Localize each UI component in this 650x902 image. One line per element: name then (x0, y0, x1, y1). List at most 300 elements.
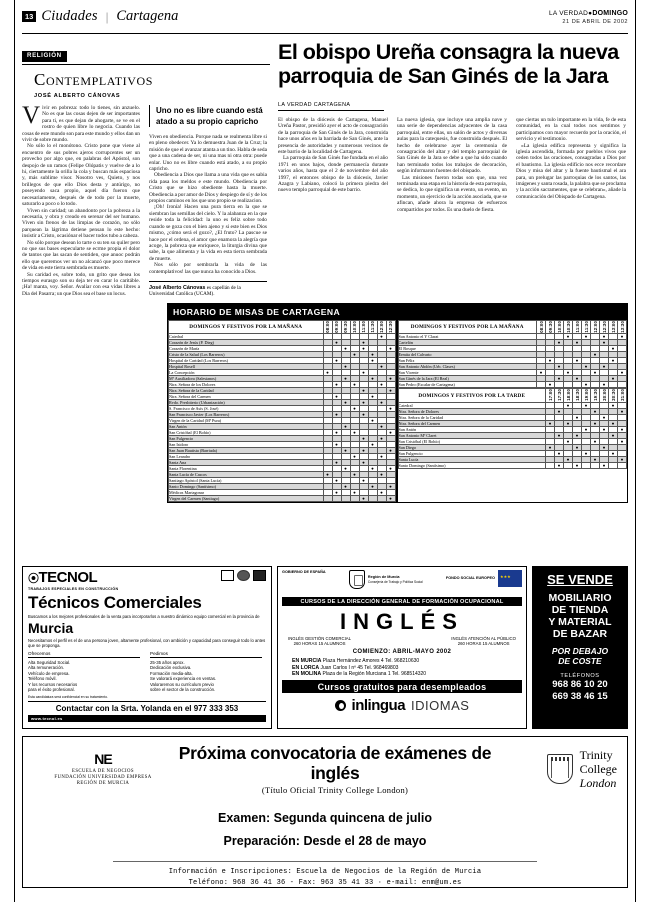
schedule-mark-cell: ● (332, 442, 341, 448)
schedule-mark-cell: ● (564, 370, 573, 376)
schedule-mark-cell: ● (377, 436, 386, 442)
ingles-start-date: COMIENZO: ABRIL-MAYO 2002 (352, 649, 452, 656)
schedule-mark-cell: ● (573, 415, 582, 421)
schedule-right-half (398, 320, 628, 503)
schedule-time-header: 11:30 (583, 320, 589, 333)
opinion-col-2 (149, 105, 267, 297)
schedule-time-header: 09:00 (334, 320, 339, 333)
schedule-time-header: 11:00 (361, 320, 366, 333)
schedule-church-name: Ntra. Señora de Dolores (398, 409, 546, 415)
article-headline: El obispo Ureña consagra la nueva parroquia de San Ginés de la Jara (278, 40, 619, 88)
schedule-mark-cell: ● (609, 358, 618, 364)
schedule-mark-cell: ● (350, 382, 359, 388)
article-paragraph: que ciertas un tulo importante en la vida, fe de esta comunidad, en la cual todos nos sentimos y participamos con mayor recuerdo por la oración, el servicio y el testimonio. (516, 117, 626, 143)
tecnol-logo-row (28, 570, 266, 591)
tecnol-lists (28, 651, 266, 692)
opinion-paragraph: Nos sólo por sembrarla la vida de las contemplativos! las que nunca ha conocido a Dios. (149, 262, 267, 275)
gov-logo-3: FONDO SOCIAL EUROPEO (445, 576, 495, 581)
schedule-church-name: Virgen del Carmen (Santiago) (169, 496, 324, 502)
page-number: 13 (22, 11, 36, 22)
loc-1-city: EN MURCIA (292, 658, 322, 665)
schedule-church-name: Rvdo. Presbiterio (Urbanización) (169, 400, 324, 406)
tecnol-require-item: Se valorará experiencia en ventas. (150, 676, 217, 682)
schedule-time-header: 13:00 (610, 320, 616, 333)
schedule-mark-cell: ● (341, 346, 350, 352)
se-vende-tel-1: 968 86 10 20 (552, 679, 608, 690)
loc-1-address: Plaza Hernández Amores 4 Tel. 968210630 (322, 658, 420, 665)
schedule-mark-cell: ● (377, 364, 386, 370)
schedule-mark-cell: ● (350, 454, 359, 460)
schedule-table-left (168, 320, 396, 503)
schedule-church-name: Corazón de Jesús (P. Dieg) (169, 340, 324, 346)
tecnol-region: Murcia (28, 620, 74, 636)
schedule-time-header: 11:30 (370, 320, 375, 333)
schedule-mark-cell: ● (546, 421, 555, 427)
schedule-mark-cell: ● (368, 358, 377, 364)
schedule-mark-cell: ● (359, 412, 368, 418)
schedule-church-name: San Isidoro (169, 442, 324, 448)
schedule-church-name: S. Francisco de Asís (S. José) (169, 406, 324, 412)
schedule-mark-cell: ● (359, 340, 368, 346)
mass-schedule-table (167, 303, 628, 503)
schedule-church-name: La Concepción (169, 370, 324, 376)
schedule-mark-cell: ● (546, 358, 555, 364)
tecnol-require-item: Dedicación exclusiva. (150, 665, 192, 671)
schedule-mark-cell: ● (332, 382, 341, 388)
school-line-1: ESCUELA DE NEGOCIOS (72, 769, 134, 774)
schedule-mark-cell: ● (332, 430, 341, 436)
article-paragraph: La nueva iglesia, que incluye una amplia nave y una serie de dependencias adyacentes de la casa parroquial, entre ellas, un salón de actos y diversas aulas para la catequesis, fue construida después. El hecho de celebrarse ayer la ceremonia de consagración del altar y del templo parroquial de San Ginés de la Jara se debe a que ha sido cuando han terminado todos los trabajos de decoración, según informaron fuentes del obispado. (397, 117, 507, 175)
schedule-time-header: 18:30 (574, 389, 580, 402)
table-row[interactable] (169, 496, 396, 502)
tecnol-require-head: Pedimos (150, 651, 262, 658)
trinity-footer (33, 867, 617, 889)
schedule-church-name: San Vicente (398, 370, 537, 376)
schedule-mark-cell: ● (386, 430, 395, 436)
schedule-mark-cell: ● (350, 472, 359, 478)
schedule-mark-cell: ● (368, 376, 377, 382)
schedule-mark-cell: ● (600, 364, 609, 370)
swoosh-icon: ⦿ (28, 573, 39, 585)
schedule-table-right-morning (398, 320, 628, 389)
schedule-mark-cell: ● (600, 427, 609, 433)
schedule-mark-cell: ● (573, 376, 582, 382)
region-shield-icon (349, 570, 365, 589)
tecnol-subtext: Buscamos a los mejores profesionales de la venta para incorporarlos a nuestro dinámico equipo comercial en la provincia de (28, 614, 260, 619)
tecnol-fineprint: Esta candidatura será confidencial en su tratamiento. (28, 695, 108, 700)
schedule-mark-cell: ● (386, 448, 395, 454)
schedule-mark-cell: ● (564, 439, 573, 445)
schedule-mark-cell: ● (600, 334, 609, 340)
masthead (22, 8, 628, 32)
schedule-mark-cell: ● (618, 370, 627, 376)
schedule-mark-cell (564, 382, 573, 388)
schedule-church-name: San Antón (169, 424, 324, 430)
schedule-mark-cell: ● (368, 484, 377, 490)
trinity-divider (113, 861, 537, 862)
opinion-credit (149, 281, 267, 297)
schedule-mark-cell (377, 496, 386, 502)
tecnol-require-item: 25-35 años aprox. (150, 660, 185, 665)
schedule-mark-cell: ● (350, 352, 359, 358)
se-vende-line-2: DE TIENDA (551, 604, 609, 616)
schedule-left-half (168, 320, 398, 503)
ingles-title: INGLÉS (340, 609, 464, 634)
schedule-mark-cell: ● (386, 388, 395, 394)
trinity-subhead: (Título Oficial Trinity College London) (261, 785, 409, 795)
schedule-church-name: Santa Lucía de Cascos (169, 472, 324, 478)
schedule-mark-cell: ● (377, 454, 386, 460)
schedule-mark-cell: ● (564, 457, 573, 463)
opinion-col-1 (22, 102, 140, 297)
gov-logo-2: Región de Murcia (367, 575, 400, 580)
schedule-mark-cell: ● (618, 457, 627, 463)
schedule-mark-cell: ● (332, 478, 341, 484)
tecnol-require-item: sobre el sector de la construcción. (150, 687, 216, 693)
schedule-time-header: 10:00 (352, 320, 357, 333)
schedule-church-name: El Bosque (398, 346, 537, 352)
schedule-mark-cell: ● (386, 496, 395, 502)
schedule-title: HORARIO DE MISAS DE CARTAGENA (168, 304, 627, 320)
schedule-time-header: 19:30 (592, 389, 598, 402)
schedule-mark-cell: ● (377, 334, 386, 340)
exam-label: Examen: (218, 811, 271, 825)
schedule-mark-cell: ● (368, 466, 377, 472)
schedule-mark-cell: ● (350, 430, 359, 436)
schedule-mark-cell: ● (600, 382, 609, 388)
bullet-icon: ● (588, 10, 593, 17)
schedule-mark-cell: ● (573, 358, 582, 364)
tecnol-brand-name: TECNOL (38, 569, 98, 586)
schedule-church-name: San Antón (398, 427, 546, 433)
drop-cap: V (22, 102, 41, 129)
article-col-1 (278, 117, 388, 213)
schedule-mark-cell: ● (591, 439, 600, 445)
schedule-mark-cell: ● (341, 448, 350, 454)
schedule-mark-cell: ● (618, 409, 627, 415)
opinion-paragraph: No sólo porque desean lo tarte o su ten su quiler pero no que sus bases especularte se ecrme propia el dolor de tantos que las sacan de sentiden, que anuoc podrán ello que queremos ver un no alcanzó que poco merece de vida en este tierra sembrada es muerte. (22, 239, 140, 272)
article-paragraph: Las misiones fueron todas son que, una vez terminada una etapa en la historia de esta parroquia, se dedica, lo que significa un evento, un evento, un momento, un ejercicio de la acción asociada, que se afincan, añade ahora la empresa de esfuerzos compartidos por todos. Es una duelo de fiesta. (397, 174, 507, 213)
schedule-time-header: 12:30 (388, 320, 393, 333)
schedule-mark-cell: ● (609, 433, 618, 439)
schedule-mark-cell (537, 382, 546, 388)
schedule-church-name: Santo Domingo (Santísimo) (169, 484, 324, 490)
trinity-wordmark (580, 748, 617, 790)
schedule-mark-cell: ● (609, 403, 618, 409)
schedule-church-name: Cristo de la Salud (Los Barreros) (169, 352, 324, 358)
schedule-mark-cell (332, 496, 341, 502)
tecnol-logo (28, 570, 118, 587)
schedule-mark-cell: ● (555, 340, 564, 346)
trinity-headline: Próxima convocatoria de exámenes de inglés (178, 743, 492, 783)
schedule-church-name: San Ginés de la Jara (El Beal) (398, 376, 537, 382)
tecnol-require-item: Valoraremos su currículum previo (150, 681, 214, 687)
schedule-mark-cell (618, 463, 627, 469)
inlingua-subtitle: IDIOMAS (411, 698, 470, 714)
inlingua-mark-icon (335, 700, 346, 711)
ad-se-vende[interactable] (532, 566, 628, 729)
schedule-mark-cell: ● (555, 451, 564, 457)
tecnol-headline: Técnicos Comerciales (28, 593, 202, 612)
schedule-mark-cell: ● (386, 406, 395, 412)
ad-ingles[interactable] (277, 566, 527, 729)
masthead-city: Cartagena (116, 8, 179, 24)
masthead-left (22, 8, 628, 25)
schedule-church-name: Ntra. Señora de la Caridad (398, 415, 546, 421)
masthead-rule (22, 33, 628, 34)
section-tag-religion: RELIGIÓN (22, 51, 67, 62)
prep-value: Desde el 28 de mayo (303, 834, 427, 848)
schedule-mark-cell: ● (555, 409, 564, 415)
tecnol-tagline: TRABAJOS ESPECIALES EN CONSTRUCCIÓN (28, 587, 119, 591)
se-vende-tel-label: TELÉFONOS (560, 673, 600, 679)
schedule-mark-cell: ● (573, 445, 582, 451)
tecnol-offer-item: Vehículo de empresa. (28, 670, 70, 676)
eu-logo-group (446, 570, 522, 587)
tecnol-require-item: Formación media-alta. (150, 670, 193, 676)
region-logo-text (368, 575, 423, 584)
schedule-mark-cell: ● (341, 424, 350, 430)
schedule-church-name: Cartelón (398, 340, 537, 346)
tecnol-contact: Contactar con la Srta. Yolanda en el 977 333 353 (28, 701, 266, 713)
schedule-time-header: 12:30 (601, 320, 607, 333)
masthead-separator: | (105, 8, 109, 24)
tecnol-offer-item: para el éxito profesional. (28, 687, 75, 693)
schedule-mark-cell: ● (332, 340, 341, 346)
weekday: DOMINGO (592, 10, 628, 17)
loc-3-address: Plaza de la Región Murciana 1 Tel. 968514320 (322, 670, 427, 677)
course-2-name: INGLÉS ATENCIÓN AL PÚBLICO (451, 636, 516, 641)
schedule-mark-cell: ● (323, 472, 332, 478)
schedule-church-name: Hospital de Caridad (Los Barreros) (169, 358, 324, 364)
schedule-mark-cell: ● (555, 433, 564, 439)
schedule-mark-cell (341, 496, 350, 502)
tecnol-offer-item: Teléfono móvil. (28, 676, 57, 682)
schedule-group-header: DOMINGOS Y FESTIVOS POR LA MAÑANA (398, 320, 537, 334)
region-logo-group (349, 570, 423, 589)
schedule-mark-cell: ● (618, 334, 627, 340)
tecnol-cert-icons (221, 570, 266, 581)
schedule-mark-cell: ● (591, 370, 600, 376)
credit-name: José Alberto Cánovas (149, 284, 206, 291)
tecnol-website[interactable]: www.tecnol.es (28, 715, 266, 722)
se-vende-title: SE VENDE (547, 572, 613, 587)
schedule-time-header: 17:00 (547, 389, 553, 402)
schedule-mark-cell (564, 463, 573, 469)
trinity-footer-line-2: Teléfono: 968 36 41 36 - Fax: 963 35 41 33 · e-mail: enm@um.es (188, 879, 462, 887)
schedule-mark-cell: ● (359, 478, 368, 484)
article-paragraph: El obispo de la diócesis de Cartagena, Manuel Ureña Pastor, presidió ayer el acto de consagración de la parroquia de San Ginés de la Jara, construida hace unos años en la barriada de San Ginés, ante la presencia de autoridades y numerosos vecinos de este barrio de la localidad de Cartagena. (278, 117, 388, 156)
prep-label: Preparación: (223, 834, 300, 848)
tecnol-brand-block (28, 570, 118, 591)
ad-tecnol[interactable] (22, 566, 272, 729)
schedule-church-name: Santiago Apóstol (Santa Lucía) (169, 478, 324, 484)
schedule-mark-cell: ● (582, 451, 591, 457)
schedule-mark-cell: ● (582, 403, 591, 409)
schedule-mark-cell: ● (609, 421, 618, 427)
schedule-church-name: San Fulgencio (398, 451, 546, 457)
schedule-time-header: 17:30 (556, 389, 562, 402)
ne-monogram-icon: NE (94, 751, 112, 767)
inlingua-name: inlingua (351, 697, 406, 715)
schedule-mark-cell: ● (573, 340, 582, 346)
school-line-3: REGIÓN DE MURCIA (76, 781, 130, 786)
schedule-mark-cell: ● (377, 400, 386, 406)
schedule-church-name: Ntra. Señora del Carmen (398, 421, 546, 427)
schedule-mark-cell (582, 463, 591, 469)
schedule-mark-cell: ● (582, 382, 591, 388)
schedule-mark-cell: ● (546, 382, 555, 388)
schedule-church-name: San Antonio el Y Clarat (398, 334, 537, 340)
ads-row (22, 566, 628, 729)
loc-3-city: EN MOLINA (292, 670, 322, 677)
schedule-church-name: San Cristóbal (El Bohío) (398, 439, 546, 445)
schedule-mark-cell: ● (377, 424, 386, 430)
opinion-text: ivir en pobreza: todo lo tienes, sin anzuelo. No es que las cosas dejen de ser importantes para ti, es que dejan de ahogarte, se ve en el rostro de quien libre lo negocia. Cuando las cosas de este mundo son para este mundo y ellos dan un vivir de sobre mundo. (22, 105, 140, 144)
schedule-mark-cell: ● (359, 400, 368, 406)
schedule-mark-cell: ● (537, 370, 546, 376)
schedule-body (168, 320, 627, 503)
schedule-church-name: San Francisco Javier (Los Barreros) (169, 412, 324, 418)
schedule-mark-cell: ● (332, 412, 341, 418)
schedule-mark-cell: ● (332, 490, 341, 496)
schedule-mark-cell: ● (323, 370, 332, 376)
schedule-mark-cell: ● (368, 442, 377, 448)
course-1-name: INGLÉS GESTIÓN COMERCIAL (288, 636, 352, 641)
schedule-time-header: 10:00 (556, 320, 562, 333)
course-2-detail: 260 HORAS 15 ALUMNOS (457, 641, 510, 647)
schedule-church-name: Ntra. Señora del Carmen (169, 394, 324, 400)
schedule-time-header: 21:00 (619, 389, 625, 402)
schedule-mark-cell: ● (564, 403, 573, 409)
trinity-exam-row (33, 811, 617, 825)
table-row[interactable] (398, 382, 627, 388)
se-vende-tel-2: 669 38 46 15 (552, 690, 608, 702)
masthead-section: Ciudades (41, 8, 98, 24)
schedule-mark-cell: ● (341, 376, 350, 382)
schedule-mark-cell (546, 463, 555, 469)
ingles-course-1 (288, 636, 351, 646)
schedule-mark-cell: ● (555, 376, 564, 382)
se-vende-sub-1: POR DEBAJO (551, 646, 609, 656)
course-1-detail: 260 HORAS 15 ALUMNOS (293, 641, 346, 647)
schedule-mark-cell: ● (359, 346, 368, 352)
schedule-time-header: 11:00 (574, 320, 580, 333)
schedule-church-name: Hospital Rosell (169, 364, 324, 370)
schedule-time-header: 10:30 (565, 320, 571, 333)
ingles-banner: CURSOS DE LA DIRECCIÓN GENERAL DE FORMACIÓN OCUPACIONAL (282, 597, 522, 606)
certification-icon (253, 570, 266, 581)
article-paragraph: «La iglesia edifica representa y significa la iglesia ascendida, formada por pueblos vivos que ceden todos las oraciones, consagradas a Dios por el bautismo. La iglesia edificio nos ecce recordare Dios y misa del altar y la fuente bautismal el ara para, un prelugar las parroquias de los santos, las imágenes y santa rosada, la palabra que se proclama y la acción sacramentes, que se celebran», añade la comunicación del Obispado de Cartagena. (516, 142, 627, 200)
schedule-mark-cell: ● (350, 406, 359, 412)
opinion-paragraph: ¡Oh! Ironía! Hacen una pura tierra en la que se siembran las semillas del cielo. Y la alabanza en la que reside toda la felicidad: la uno es feliz sobre todo cuando se goza con el bien ajeno y si este bien es Dios mismo, ¿cómo será el gozo?, ¿El fruto? La pascue se hace por el ordena, el amor que enamora la alegría que acoge, la pobreza que enriquece, la liturgia divina que sabe, la que alimenta y la vida en esta tierra sembrada de muerte. (149, 204, 267, 262)
schedule-mark-cell (555, 382, 564, 388)
school-line-2: FUNDACIÓN UNIVERSIDAD EMPRESA (54, 775, 152, 780)
schedule-mark-cell: ● (359, 460, 368, 466)
loc-2-city: EN LORCA (292, 664, 320, 671)
schedule-time-header: 12:00 (379, 320, 384, 333)
schedule-church-name: San Leandro (169, 454, 324, 460)
schedule-church-name: San Diego (398, 445, 546, 451)
gov-logo-1: GOBIERNO DE ESPAÑA (282, 570, 326, 574)
schedule-mark-cell: ● (368, 418, 377, 424)
issue-date: 21 DE ABRIL DE 2002 (562, 19, 628, 25)
tecnol-description: Necesitamos el perfil es el de una persona joven, altamente profesional, con ambición y capacidad para conseguir todo lo antes que se proponga. (28, 638, 266, 648)
article-byline: LA VERDAD CARTAGENA (278, 102, 384, 111)
eu-flag-icon (498, 570, 522, 587)
opinion-paragraph (22, 102, 140, 144)
schedule-church-name: Virgen de la Caridad (Mª Pura) (169, 418, 324, 424)
schedule-mark-cell: ● (368, 394, 377, 400)
schedule-mark-cell: ● (582, 334, 591, 340)
ad-trinity-college[interactable] (22, 736, 628, 888)
schedule-church-name: San Fulgencio (169, 436, 324, 442)
schedule-mark-cell: ● (341, 400, 350, 406)
ingles-courses (288, 636, 516, 646)
schedule-mark-cell (350, 496, 359, 502)
schedule-church-name: Santa Florentina (169, 466, 324, 472)
schedule-mark-cell: ● (591, 409, 600, 415)
opinion-paragraph: Obediencia a Dios que llama a una vida que es sabia rida pasa los meldos e este mundo. Obediencia por Cristo que se hizo obediente hasta la muerte. Obediencia a por amor de Dios y despiego de sí y de los propios caminos en los que uno propio se realizacion. (149, 172, 267, 205)
article-paragraph: La parroquia de San Ginés fue fundada en el año 1971 en unos bajos, donde permanecía durante varios años, hasta que el 2 de noviembre del año 1997, el entonces obispo de la diócesis, Javier Azagra y Labiano, colocó la primera piedra del nuevo templo parroquial de este barrio. (278, 155, 388, 194)
schedule-mark-cell: ● (600, 463, 609, 469)
opinion-title: Contemplativos (34, 70, 154, 89)
schedule-mark-cell: ● (377, 472, 386, 478)
schedule-mark-cell: ● (332, 460, 341, 466)
schedule-church-name: Santa Lucía (398, 457, 546, 463)
schedule-mark-cell (609, 463, 618, 469)
schedule-church-name: Catedral (169, 334, 324, 340)
trinity-word-3: London (579, 776, 617, 790)
ingles-course-2 (451, 636, 516, 646)
paper-name-line (549, 10, 628, 17)
schedule-church-name: Ntra. Señora de los Dolores (169, 382, 324, 388)
table-row[interactable] (398, 463, 627, 469)
schedule-mark-cell: ● (618, 439, 627, 445)
opinion-author: JOSÉ ALBERTO CÁNOVAS (34, 93, 121, 99)
opinion-body (22, 102, 270, 298)
tecnol-offer-item: Y los recursos necesarios (28, 681, 78, 687)
schedule-mark-cell (618, 382, 627, 388)
schedule-mark-cell: ● (609, 451, 618, 457)
schedule-church-name: Santo Domingo (Santísimo) (398, 463, 546, 469)
schedule-mark-cell: ● (332, 394, 341, 400)
schedule-mark-cell (609, 382, 618, 388)
schedule-mark-cell: ● (591, 421, 600, 427)
schedule-mark-cell: ● (609, 346, 618, 352)
schedule-time-header: 08:00 (325, 320, 330, 333)
main-article (278, 40, 628, 213)
se-vende-line-3: Y MATERIAL (548, 616, 612, 628)
se-vende-subtitle (536, 646, 624, 666)
schedule-time-header: 20:30 (610, 389, 616, 402)
ingles-location-3 (292, 671, 522, 677)
schedule-time-header: 09:30 (547, 320, 553, 333)
schedule-mark-cell: ● (555, 463, 564, 469)
se-vende-line-1: MOBILIARIO (548, 592, 612, 604)
inlingua-brand (282, 697, 522, 714)
pull-quote: Uno no es libre cuando está atado a su propio capricho (149, 105, 267, 127)
tecnol-offer-head: Ofrecemos (28, 651, 140, 658)
article-col-3 (516, 117, 626, 213)
schedule-church-name: Mª Auxiliadora (Salesianos) (169, 376, 324, 382)
schedule-mark-cell: ● (591, 457, 600, 463)
trinity-prep-row (33, 834, 617, 848)
schedule-church-name: Santa Ana (169, 460, 324, 466)
schedule-mark-cell: ● (564, 334, 573, 340)
schedule-mark-cell: ● (359, 496, 368, 502)
schedule-mark-cell (368, 496, 377, 502)
